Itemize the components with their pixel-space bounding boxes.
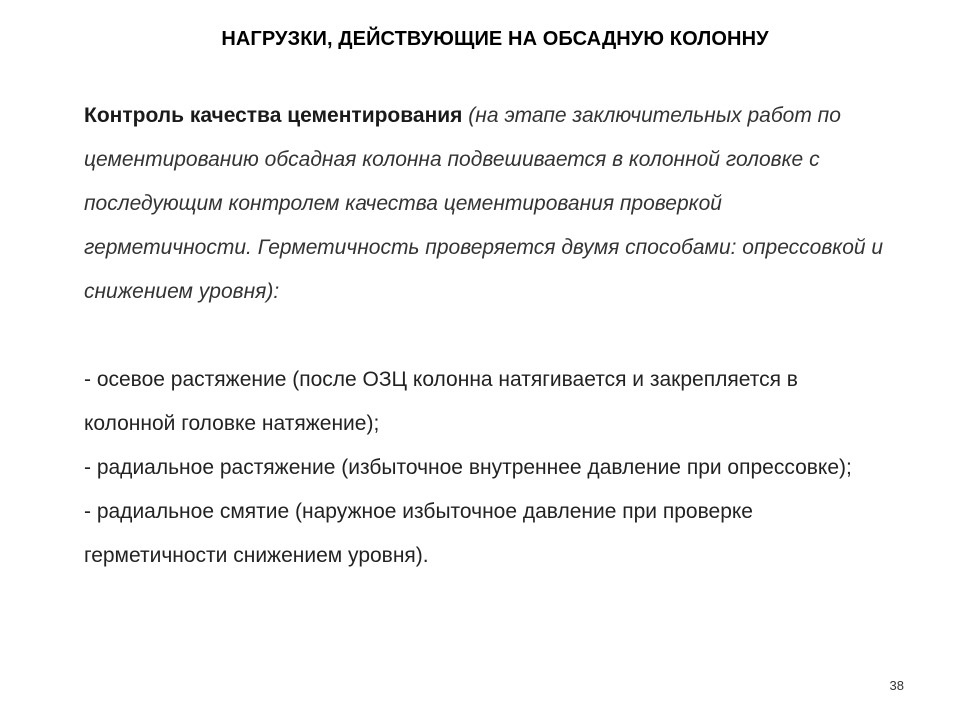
intro-italic-text: (на этапе заключительных работ по цементированию обсадная колонна подвешивается в колонной головке с последующим контролем качества цементирования проверкой герметичности. Герметичность проверяется двумя способами: опрессовкой и снижением уровня): [84, 104, 884, 303]
slide-body [84, 94, 884, 578]
intro-bold-heading: Контроль качества цементирования [84, 104, 463, 127]
paragraph-spacer [84, 314, 884, 358]
page-number: 38 [889, 678, 904, 693]
load-item-axial: - осевое растяжение (после ОЗЦ колонна натягивается и закрепляется в колонной головке натяжение); [84, 368, 798, 435]
intro-paragraph [84, 94, 884, 314]
load-item-radial-tension: - радиальное растяжение (избыточное внутреннее давление при опрессовке); [84, 456, 852, 479]
slide-title: НАГРУЗКИ, ДЕЙСТВУЮЩИЕ НА ОБСАДНУЮ КОЛОННУ [221, 28, 769, 50]
load-item-radial-collapse: - радиальное смятие (наружное избыточное давление при проверке герметичности снижением уровня). [84, 500, 753, 567]
